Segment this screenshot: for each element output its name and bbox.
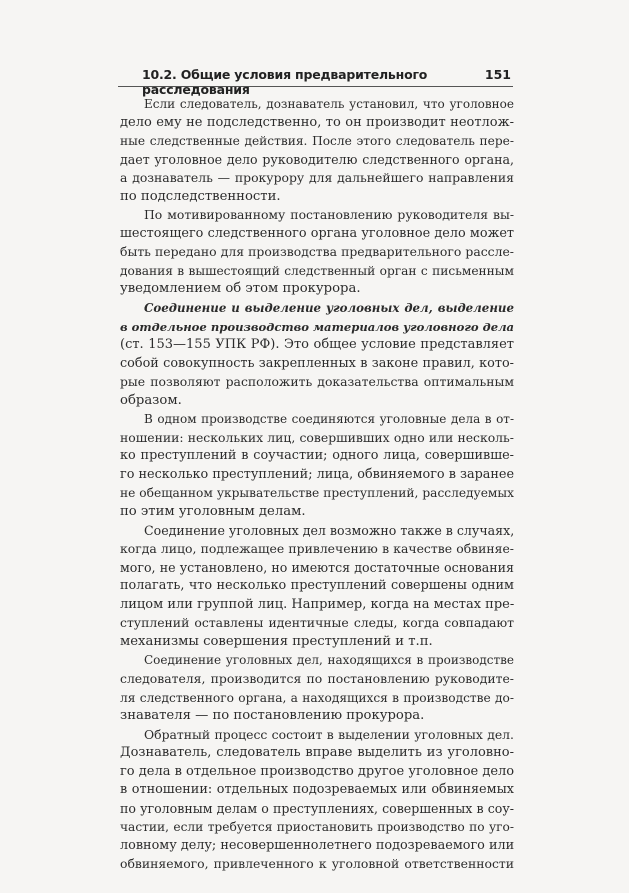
text-line: ловному делу; несовершеннолетнего подозреваемого или	[120, 837, 514, 853]
text-line: следователя, производится по постановлению руководите-	[120, 670, 514, 686]
text-line: обвиняемого, привлеченного к уголовной ответственности	[120, 856, 514, 872]
text-line: собой совокупность закрепленных в законе правил, кото-	[120, 355, 514, 371]
text-line: Дознаватель, следователь вправе выделить из уголовно-	[120, 745, 514, 761]
text-line: Обратный процесс состоит в выделении уголовных дел.	[144, 726, 514, 742]
text-line: по подследственности.	[120, 188, 281, 204]
text-line: образом.	[120, 392, 182, 408]
text-line: механизмы совершения преступлений и т.п.	[120, 633, 433, 649]
text-line: го дела в отдельное производство другое уголовное дело	[120, 763, 514, 779]
text-line: рые позволяют расположить доказательства оптимальным	[120, 374, 514, 390]
text-line: знавателя — по постановлению прокурора.	[120, 708, 425, 724]
text-line: не обещанном укрывательстве преступлений, расследуемых	[120, 486, 514, 501]
text-line: быть передано для производства предварительного рассле-	[120, 244, 514, 260]
text-line: По мотивированному постановлению руководителя вы-	[144, 207, 514, 223]
page-number: 151	[484, 67, 511, 82]
section-heading-line: в отдельное производство материалов уголовного дела	[120, 319, 514, 334]
text-line: го несколько преступлений; лица, обвиняемого в заранее	[120, 466, 514, 482]
text-line: дело ему не подследственно, то он производит неотлож-	[120, 114, 514, 130]
text-line: уведомлением об этом прокурора.	[120, 281, 361, 297]
text-line: ношении: нескольких лиц, совершивших одно или несколь-	[120, 429, 514, 445]
text-line: в отношении: отдельных подозреваемых или обвиняемых	[120, 782, 514, 798]
text-line: когда лицо, подлежащее привлечению в качестве обвиняе-	[120, 541, 514, 557]
running-header-title: 10.2. Общие условия предварительного расследования	[142, 67, 428, 97]
text-line: полагать, что несколько преступлений совершены одним	[120, 578, 514, 594]
text-line: Соединение уголовных дел возможно также в случаях,	[144, 522, 514, 538]
text-line: Если следователь, дознаватель установил, что уголовное	[144, 97, 514, 111]
section-heading-line: Соединение и выделение уголовных дел, выделение	[144, 301, 514, 316]
text-line: дает уголовное дело руководителю следственного органа,	[120, 151, 514, 167]
text-line: ступлений оставлены идентичные следы, когда совпадают	[120, 615, 514, 631]
text-line: шестоящего следственного органа уголовное дело может	[120, 225, 514, 241]
text-line: ко преступлений в соучастии; одного лица, совершивше-	[120, 448, 514, 464]
text-line: ные следственные действия. После этого следователь пере-	[120, 134, 514, 149]
text-line: дования в вышестоящий следственный орган с письменным	[120, 263, 514, 278]
text-line: мого, не установлено, но имеются достаточные основания	[120, 559, 514, 575]
text-line: В одном производстве соединяются уголовные дела в от-	[144, 412, 514, 427]
text-line: (ст. 153—155 УПК РФ). Это общее условие представляет	[120, 337, 514, 353]
running-header	[118, 67, 513, 97]
header-rule	[118, 86, 513, 87]
text-line: Соединение уголовных дел, находящихся в производстве	[144, 653, 514, 668]
text-line: ля следственного органа, а находящихся в производстве до-	[120, 690, 514, 705]
text-line: лицом или группой лиц. Например, когда на местах пре-	[120, 596, 514, 612]
text-line: частии, если требуется приостановить производство по уго-	[120, 820, 514, 835]
body-text	[120, 95, 514, 874]
text-line: а дознаватель — прокурору для дальнейшего направления	[120, 170, 514, 186]
text-line: по этим уголовным делам.	[120, 504, 306, 520]
text-line: по уголовным делам о преступлениях, совершенных в соу-	[120, 800, 514, 816]
